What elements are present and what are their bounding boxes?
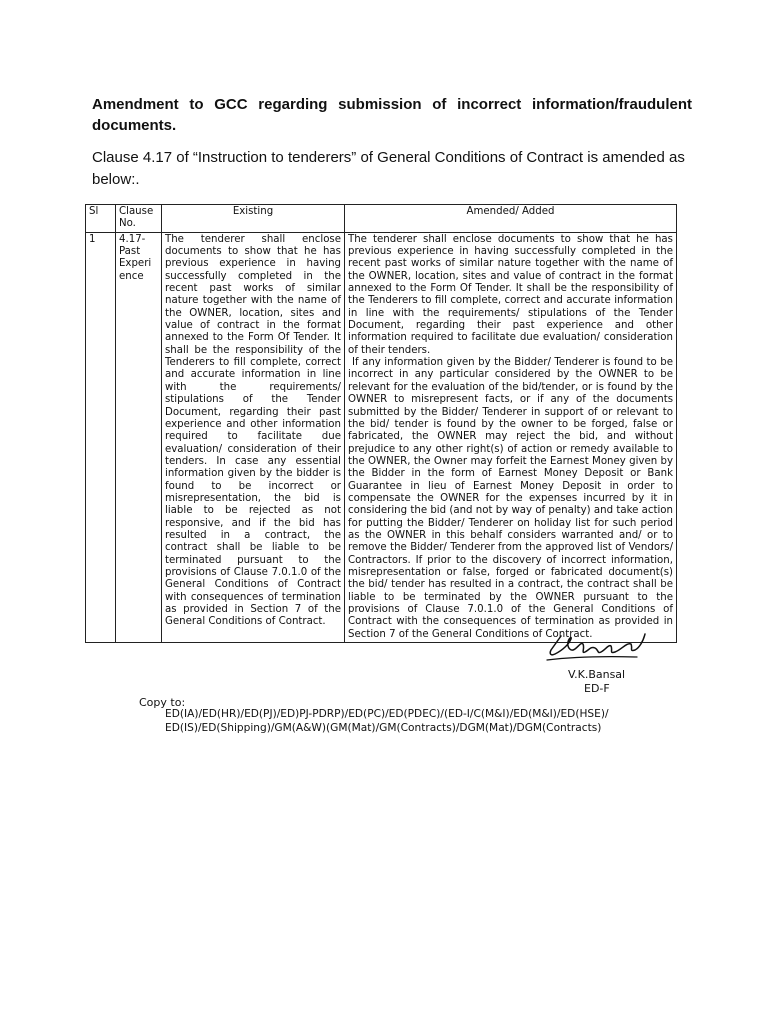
header-existing: Existing bbox=[162, 205, 345, 233]
intro-paragraph: Clause 4.17 of “Instruction to tenderers” of General Conditions of Contract is amended as below:. bbox=[92, 149, 685, 188]
header-sl: Sl bbox=[86, 205, 116, 233]
signatory-designation: ED-F bbox=[584, 682, 610, 695]
signatory-name: V.K.Bansal bbox=[568, 668, 626, 681]
cell-sl: 1 bbox=[86, 232, 116, 642]
amended-paragraph-2: If any information given by the Bidder/ Tenderer is found to be incorrect in any particular considered by the OWNER to be relevant for the evaluation of the bid/tender, or is found by the OWNER to misrepresent facts, or if any of the documents submitted by the Bidder/ Tenderer in support of or relevant to the bid/ tender is found by the owner to be forged, false or fabricated, the OWNER may reject the bid, and without prejudice to any other right(s) of action or remedy available to the OWNER, the Owner may forfeit the Earnest Money given by the Bidder in the form of Earnest Money Deposit or Bank Guarantee in lieu of Earnest Money Deposit in order to compensate the OWNER for the expenses incurred by it in considering the bid (and not by way of penalty) and take action for putting the Bidder/ Tenderer on holiday list for such period as the OWNER in this behalf considers warranted and/ or to remove the Bidder/ Tenderer from the approved list of Vendors/ Contractors. If prior to the discovery of incorrect information, misrepresentation or false, forged or fabricated document(s) the bid/ tender has resulted in a contract, the contract shall be liable to be terminated by the OWNER pursuant to the provisions of Clause 7.0.1.0 of the General Conditions of Contract with the consequences of termination as provided in Section 7 of the General Conditions of Contract. bbox=[348, 357, 673, 640]
table-header-row bbox=[86, 205, 677, 233]
cell-existing-text: The tenderer shall enclose documents to show that he has previous experience in having successfully completed in the recent past works of similar nature together with the name of the OWNER, location, sites and value of contract in the format annexed to the Form Of Tender. It shall be the responsibility of the Tenderers to fill complete, correct and accurate information in line with the requirements/ stipulations of the Tender Document, regarding their past experience and other information required to facilitate due evaluation/ consideration of their tenders. In case any essential information given by the bidder is found to be incorrect or misrepresentation, the bid is liable to be rejected as not responsive, and if the bid has resulted in a contract, the contract shall be liable to be terminated pursuant to the provisions of Clause 7.0.1.0 of the General Conditions of Contract with consequences of termination as provided in Section 7 of the General Conditions of Contract. bbox=[162, 232, 345, 642]
handwritten-signature-icon bbox=[541, 630, 651, 664]
copy-to-line: ED(IS)/ED(Shipping)/GM(A&W)(GM(Mat)/GM(Contracts)/DGM(Mat)/DGM(Contracts) bbox=[165, 722, 602, 734]
signatory-block bbox=[568, 668, 625, 696]
amended-paragraph-1: The tenderer shall enclose documents to show that he has previous experience in having successfully completed in the recent past works of similar nature together with the name of the OWNER, location, sites and value of contract in the format annexed to the Form Of Tender. It shall be the responsibility of the Tenderers to fill complete, correct and accurate information in line with the requirements/ stipulations of the Tender Document, regarding their past experience and other information required to facilitate due evaluation/ consideration of their tenders. bbox=[348, 233, 673, 356]
cell-amended-text bbox=[345, 232, 677, 642]
cell-clause-no: 4.17- Past Experi ence bbox=[116, 232, 162, 642]
header-amended-added: Amended/ Added bbox=[345, 205, 677, 233]
table-row bbox=[86, 232, 677, 642]
header-clause-no: Clause No. bbox=[116, 205, 162, 233]
copy-to-list bbox=[165, 707, 645, 735]
signature bbox=[541, 630, 651, 664]
copy-to-label: Copy to: bbox=[139, 696, 186, 709]
document-heading: Amendment to GCC regarding submission of incorrect information/fraudulent documents. bbox=[92, 96, 692, 134]
amendment-table bbox=[85, 204, 677, 643]
copy-to-line: ED(IA)/ED(HR)/ED(PJ)/ED)PJ-PDRP)/ED(PC)/ED(PDEC)/(ED-I/C(M&I)/ED(M&I)/ED(HSE)/ bbox=[165, 708, 609, 720]
